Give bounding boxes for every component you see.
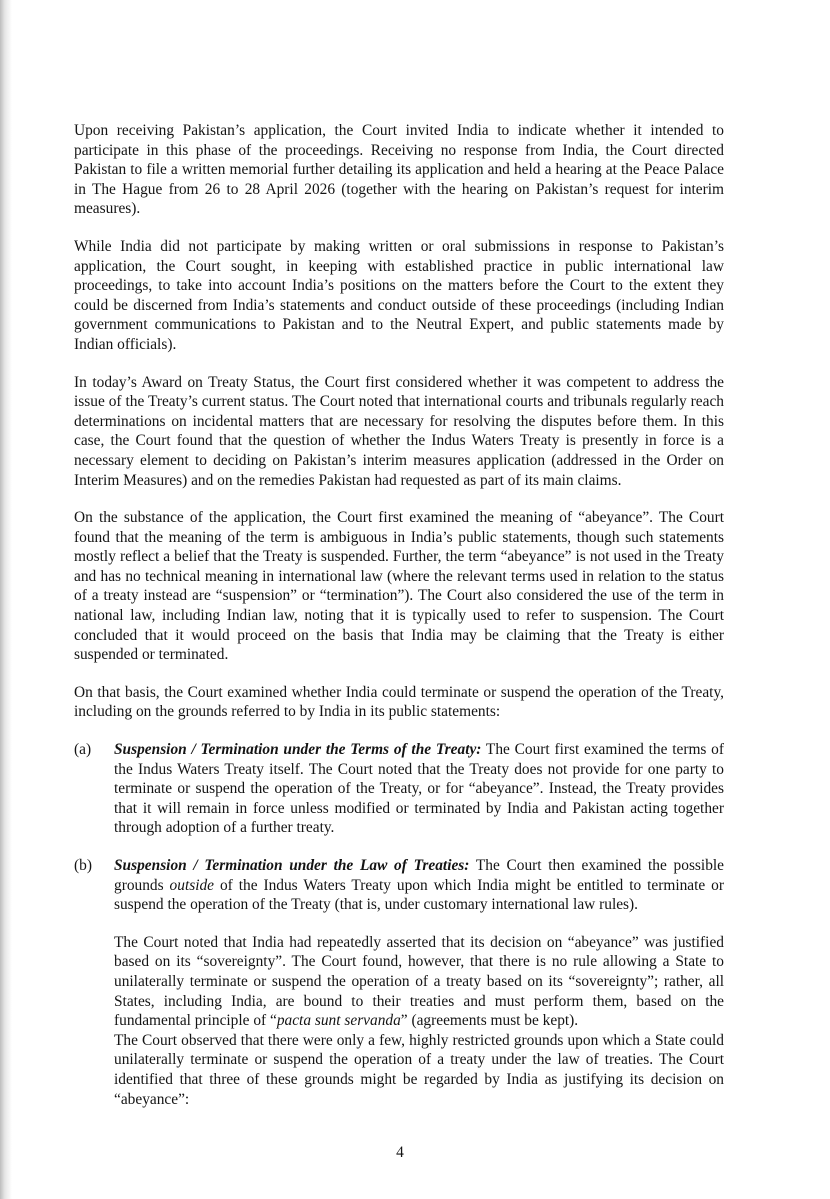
list-item-a	[74, 740, 724, 838]
list-text-b-after: of the Indus Waters Treaty upon which India might be entitled to terminate or suspend the operation of the Treaty (that is, under customary international law rules).	[114, 876, 724, 914]
paragraph-restricted-grounds: The Court observed that there were only a few, highly restricted grounds upon which a State could unilaterally terminate or suspend the operation of a treaty under the law of treaties. The Court identified that three of these grounds might be regarded by India as justifying its decision on “abeyance”:	[114, 1031, 724, 1108]
list-label-a: (a)	[74, 741, 92, 759]
list-text-a: The Court first examined the terms of the Indus Waters Treaty itself. The Court noted that the Treaty does not provide for one party to terminate or suspend the operation of the Treaty, or for “abeyance”. Instead, the Treaty provides that it will remain in force unless modified or terminated by India and Pakistan acting together through adoption of a further treaty.	[114, 741, 724, 837]
list-label-b: (b)	[74, 857, 92, 874]
paragraph-application-received: Upon receiving Pakistan’s application, the Court invited India to indicate whether it intended to participate in this phase of the proceedings. Receiving no response from India, the Court directed Pakistan to file a written memorial further detailing its application and held a hearing at the Peace Palace in The Hague from 26 to 28 April 2026 (together with the hearing on Pakistan’s request for interim measures).	[74, 122, 724, 218]
list-heading-a: Suspension / Termination under the Terms of the Treaty:	[114, 741, 482, 759]
paragraph-competence: In today’s Award on Treaty Status, the Court first considered whether it was competent to address the issue of the Treaty’s current status. The Court noted that international courts and tribunals regularly reach determinations on incidental matters that are necessary for resolving the disputes before them. In this case, the Court found that the question of whether the Indus Waters Treaty is presently in force is a necessary element to deciding on Pakistan’s interim measures application (addressed in the Order on Interim Measures) and on the remedies Pakistan had requested as part of its main claims.	[74, 373, 724, 489]
sovereignty-text-before: The Court noted that India had repeatedly asserted that its decision on “abeyance” was justified based on its “sovereignty”. The Court found, however, that there is no rule allowing a State to unilaterally terminate or suspend the operation of a treaty based on its “sovereignty”; rather, all States, including India, are bound to their treaties and must perform them, based on the fundamental principle of “	[114, 933, 724, 1030]
paragraph-india-nonparticipation: While India did not participate by making written or oral submissions in response to Pakistan’s application, the Court sought, in keeping with established practice in public international law proceedings, to take into account India’s positions on the matters before the Court to the extent they could be discerned from India’s statements and conduct outside of these proceedings (including Indian government communications to Pakistan and to the Neutral Expert, and public statements made by Indian officials).	[74, 237, 724, 353]
list-heading-b: Suspension / Termination under the Law of Treaties:	[114, 857, 470, 874]
paragraph-termination-intro: On that basis, the Court examined whether India could terminate or suspend the operation of the Treaty, including on the grounds referred to by India in its public statements:	[74, 683, 724, 721]
paragraph-sovereignty	[74, 933, 724, 1031]
paragraph-abeyance-meaning: On the substance of the application, the Court first examined the meaning of “abeyance”. The Court found that the meaning of the term is ambiguous in India’s public statements, though such statements mostly reflect a belief that the Treaty is suspended. Further, the term “abeyance” is not used in the Treaty and has no technical meaning in international law (where the relevant terms used in relation to the status of a treaty instead are “suspension” or “termination”). The Court also considered the use of the term in national law, including Indian law, noting that it is typically used to refer to suspension. The Court concluded that it would proceed on the basis that India may be claiming that the Treaty is either suspended or terminated.	[74, 509, 724, 664]
page-edge-shadow	[0, 0, 12, 1199]
list-text-b-before: The Court then examined the possible grounds	[114, 857, 724, 894]
list-text-b-italic: outside	[169, 876, 215, 894]
list-item-b	[74, 856, 724, 915]
pacta-sunt-servanda: pacta sunt servanda	[276, 1012, 401, 1030]
document-body	[74, 121, 724, 1109]
sovereignty-text-after: ” (agreements must be kept).	[400, 1012, 579, 1030]
page-number: 4	[396, 1144, 404, 1161]
